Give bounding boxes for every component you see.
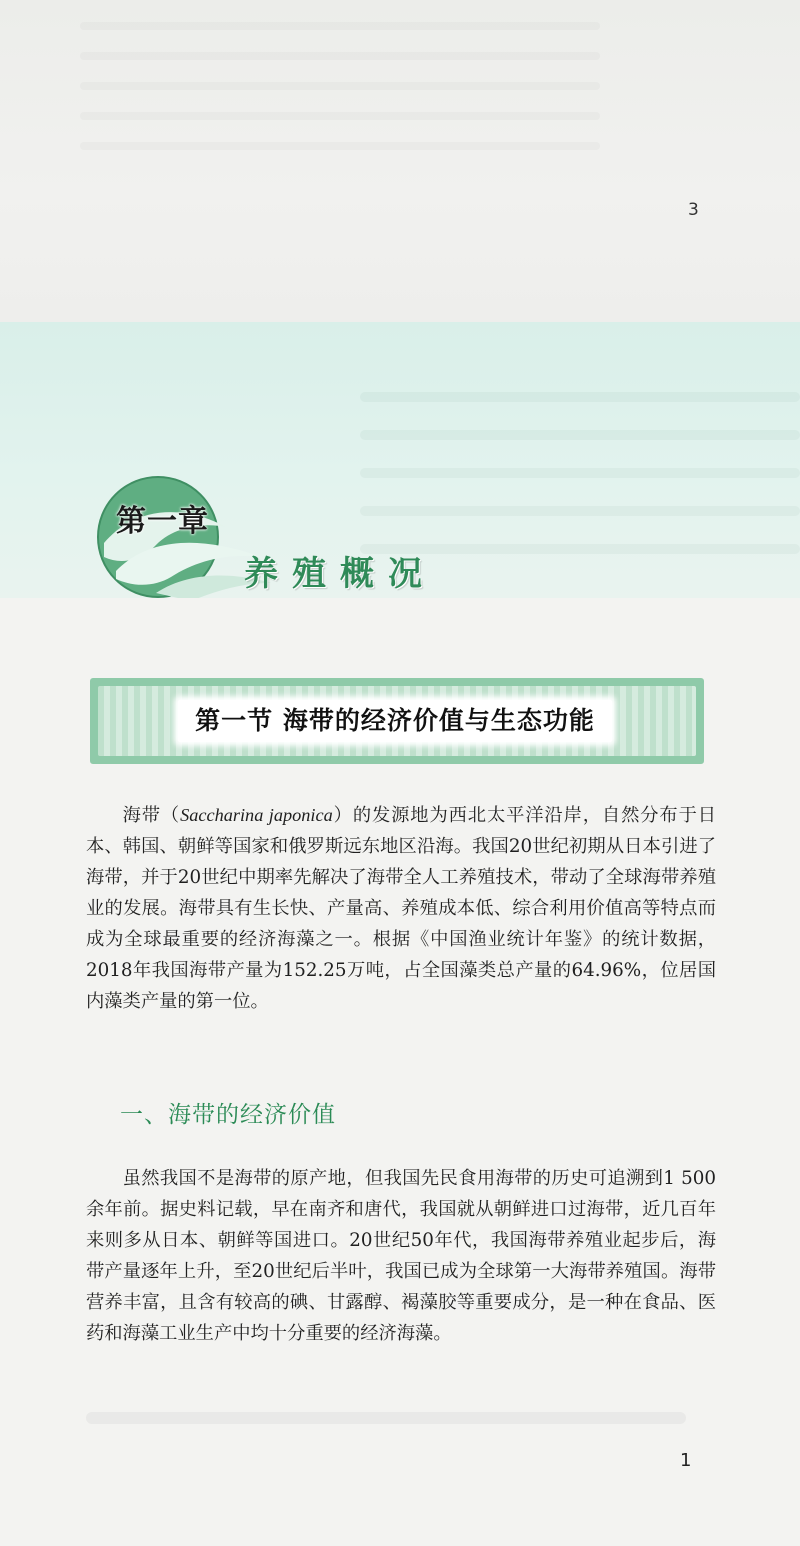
chapter-title: 养殖概况 [244,554,436,594]
previous-page-bleed [0,0,800,322]
section-title: 第一节 海带的经济价值与生态功能 [195,706,595,735]
subsection-text: 虽然我国不是海带的原产地，但我国先民食用海带的历史可追溯到1 500余年前。据史料记载，早在南齐和唐代，我国就从朝鲜进口过海带，近几百年来则多从日本、朝鲜等国进口。20世纪50年代，我国海带养殖业起步后，海带产量逐年上升，至20世纪后半叶，我国已成为全球第一大海带养殖国。海带营养丰富，且含有较高的碘、甘露醇、褐藻胶等重要成分，是一种在食品、医药和海藻工业生产中均十分重要的经济海藻。 [86,1168,716,1344]
bleed-through-text [80,0,600,150]
subsection-heading: 一、海带的经济价值 [120,1102,336,1128]
scientific-name: Saccharina japonica [180,805,333,825]
intro-text-start: 海带（ [122,805,181,826]
page-number: 1 [680,1450,692,1471]
banner-pattern [98,686,696,756]
intro-text-rest: ）的发源地为西北太平洋沿岸，自然分布于日本、韩国、朝鲜等国家和俄罗斯远东地区沿海。我国20世纪初期从日本引进了海带，并于20世纪中期率先解决了海带全人工养殖技术，带动了全球海带养殖业的发展。海带具有生长快、产量高、养殖成本低、综合利用价值高等特点而成为全球最重要的经济海藻之一。根据《中国渔业统计年鉴》的统计数据，2018年我国海带产量为152.25万吨，占全国藻类总产量的64.96%，位居国内藻类产量的第一位。 [86,805,717,1012]
section-banner [90,678,704,764]
section-title-box [178,700,612,742]
intro-paragraph [86,800,716,1017]
previous-page-number: 3 [688,200,699,220]
subsection-paragraph [86,1163,716,1349]
chapter-label: 第一章 [116,504,209,539]
bleed-through-text [86,1412,686,1424]
